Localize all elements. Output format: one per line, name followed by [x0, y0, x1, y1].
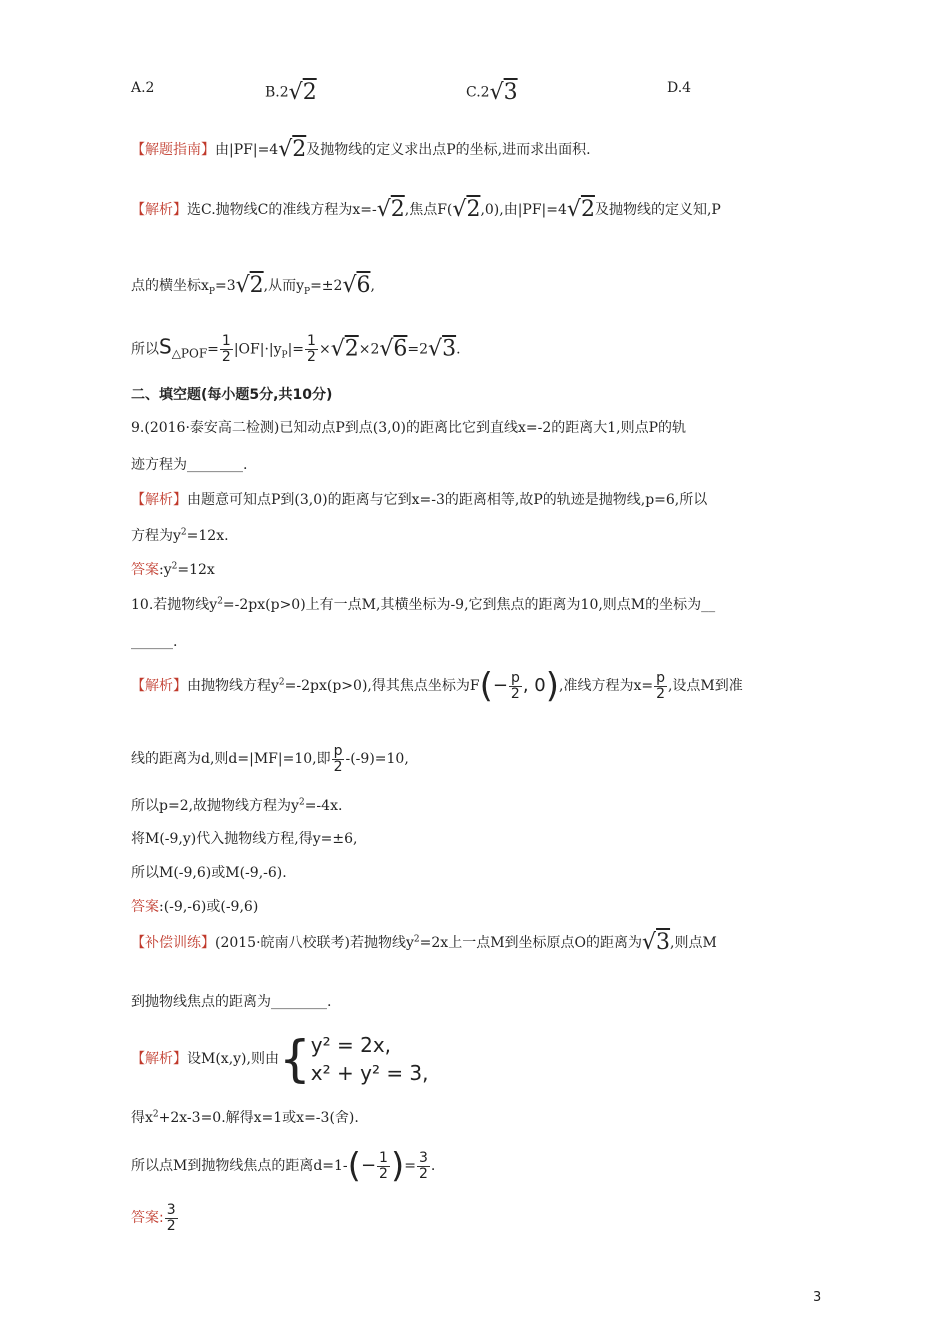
comp-line2: 到抛物线焦点的距离为________. — [131, 994, 332, 1010]
sqrt-symbol: √ — [288, 80, 303, 105]
q10-analysis-line3: 所以p=2,故抛物线方程为$y^2=-4x$. — [131, 797, 343, 814]
q10-line1: 10.若抛物线$y^2=-2px(p>0)$上有一点M,其横坐标为-9,它到焦点的距离为10,则点M的坐标为__ — [131, 596, 716, 613]
analysis8-line2: 点的横坐标$x_P=3√2$,从而$y_P=\pm 2√6$, — [131, 273, 375, 298]
hint-line: 【解题指南】由|PF|=4√2及抛物线的定义求出点P的坐标,进而求出面积. — [131, 137, 591, 162]
q10-analysis-line1: 【解析】由抛物线方程$y^2=-2px(p>0)$,得其焦点坐标为F(− $\frac{p}{2}$ , 0),准线方程为x= $\frac{p}{2}$ ,设点M到准 — [131, 666, 743, 706]
analysis8-line3: 所以$S_{\triangle POF}=$ $\frac{1}{2}$ $|OF|\cdot|y_P|=$ $\frac{1}{2}$ ×√2×2√6=2√3. — [131, 333, 461, 365]
section-heading: 二、填空题(每小题5分,共10分) — [131, 387, 333, 403]
q9-answer: 答案$:y^2=12x$ — [131, 561, 215, 578]
option-a: A.2 — [131, 80, 155, 96]
q9-line2: 迹方程为________. — [131, 457, 248, 473]
sqrt-symbol: √ — [489, 80, 504, 105]
q9-analysis-line2: 方程为$y^2=12x$. — [131, 527, 229, 544]
option-d: D.4 — [667, 80, 692, 96]
q10-answer: 答案:(-9,-6)或(-9,6) — [131, 899, 259, 915]
q10-analysis-line4: 将M(-9,y)代入抛物线方程,得y=±6, — [131, 831, 358, 847]
q10-analysis-line5: 所以M(-9,6)或M(-9,-6). — [131, 865, 287, 881]
comp-answer: 答案: $\frac{3}{2}$ — [131, 1201, 176, 1234]
page-number: 3 — [813, 1290, 822, 1305]
comp-line1: 【补偿训练】(2015·皖南八校联考)若抛物线$y^2=2x$上一点M到坐标原点O的距离为√3,则点M — [131, 930, 717, 955]
option-c: C.2√3 — [466, 80, 518, 105]
comp-analysis-line3: 所以点M到抛物线焦点的距离d=1-(− $\frac{1}{2}$ )= $\frac{3}{2}$ . — [131, 1146, 436, 1186]
comp-analysis-line1: 【解析】设M(x,y),则由{ y² = 2x, x² + y² = 3, — [131, 1030, 429, 1088]
comp-analysis-line2: 得$x^2+2x-3=0$.解得x=1或x=-3(舍). — [131, 1109, 359, 1126]
q9-line1: 9.(2016·泰安高二检测)已知动点P到点(3,0)的距离比它到直线x=-2的距离大1,则点P的轨 — [131, 420, 687, 436]
q10-analysis-line2: 线的距离为d,则d=|MF|=10,即 $\frac{p}{2}$ -(-9)=10, — [131, 742, 409, 775]
analysis8-line1: 【解析】选C.抛物线C的准线方程为x=-√2,焦点F(√2,0),由|PF|=4√2及抛物线的定义知,P — [131, 197, 721, 222]
option-b: B.2√2 — [265, 80, 317, 105]
q9-analysis-line1: 【解析】由题意可知点P到(3,0)的距离与它到x=-3的距离相等,故P的轨迹是抛物线,p=6,所以 — [131, 492, 708, 508]
q10-line2: ______. — [131, 634, 178, 650]
